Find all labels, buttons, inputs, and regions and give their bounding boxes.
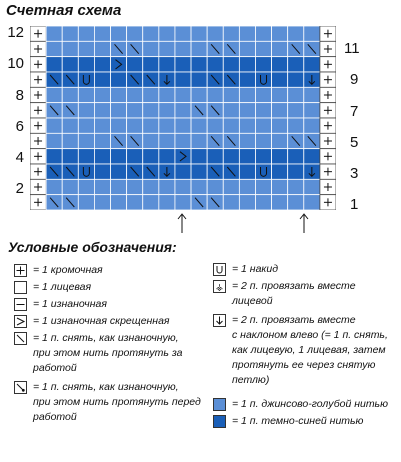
legend-k2tog-text: = 2 п. провязать вместе лицевой (232, 280, 356, 307)
row-number-12: 12 (7, 24, 24, 41)
legend-k2tog-left-text: = 2 п. провязать вместе с наклоном влево (= 1 п. снять, как лицевую, 1 лицевая, затем протянуть ее через снятую петлю) (232, 314, 388, 386)
edge-stitch-icon (14, 264, 27, 277)
row-number-4: 4 (15, 149, 24, 166)
row-number-3: 3 (350, 165, 359, 182)
legend-edge-text: = 1 кромочная (33, 264, 103, 276)
row-number-7: 7 (350, 103, 359, 120)
svg-text:⚶: ⚶ (215, 283, 224, 292)
row-number-2: 2 (15, 180, 24, 197)
knitting-chart-grid (30, 26, 336, 210)
repeat-arrow-icon (176, 212, 188, 234)
row-number-1: 1 (350, 196, 359, 213)
legend-title: Условные обозначения: (8, 239, 177, 255)
legend-yarn-over-text: = 1 накид (232, 263, 279, 275)
crossed-purl-icon (14, 315, 27, 328)
legend-light-blue-text: = 1 п. джинсово-голубой нитью (232, 398, 388, 410)
legend-slip-back-text: = 1 п. снять, как изнаночную, при этом нить протянуть за работой (33, 332, 183, 374)
legend-slip-front-text: = 1 п. снять, как изнаночную, при этом нить протянуть перед работой (33, 381, 201, 423)
row-number-10: 10 (7, 55, 24, 72)
legend-crossed-purl-text: = 1 изнаночная скрещенная (33, 315, 170, 327)
row-number-5: 5 (350, 134, 359, 151)
row-number-8: 8 (15, 87, 24, 104)
knit-stitch-icon (14, 281, 27, 294)
dark-blue-swatch-icon (213, 415, 226, 428)
k2tog-icon (213, 280, 226, 293)
purl-stitch-icon (14, 298, 27, 311)
legend-purl-text: = 1 изнаночная (33, 298, 107, 310)
row-number-11: 11 (344, 40, 360, 57)
slip-front-icon (14, 381, 27, 394)
yarn-over-icon (213, 263, 226, 276)
legend-dark-blue-text: = 1 п. темно-синей нитью (232, 415, 364, 427)
repeat-arrow-icon (298, 212, 310, 234)
slip-back-icon (14, 332, 27, 345)
light-blue-swatch-icon (213, 398, 226, 411)
row-number-9: 9 (350, 71, 359, 88)
k2tog-left-icon (213, 314, 226, 327)
row-number-6: 6 (15, 118, 24, 135)
chart-title: Счетная схема (6, 2, 122, 19)
legend-knit-text: = 1 лицевая (33, 281, 92, 293)
